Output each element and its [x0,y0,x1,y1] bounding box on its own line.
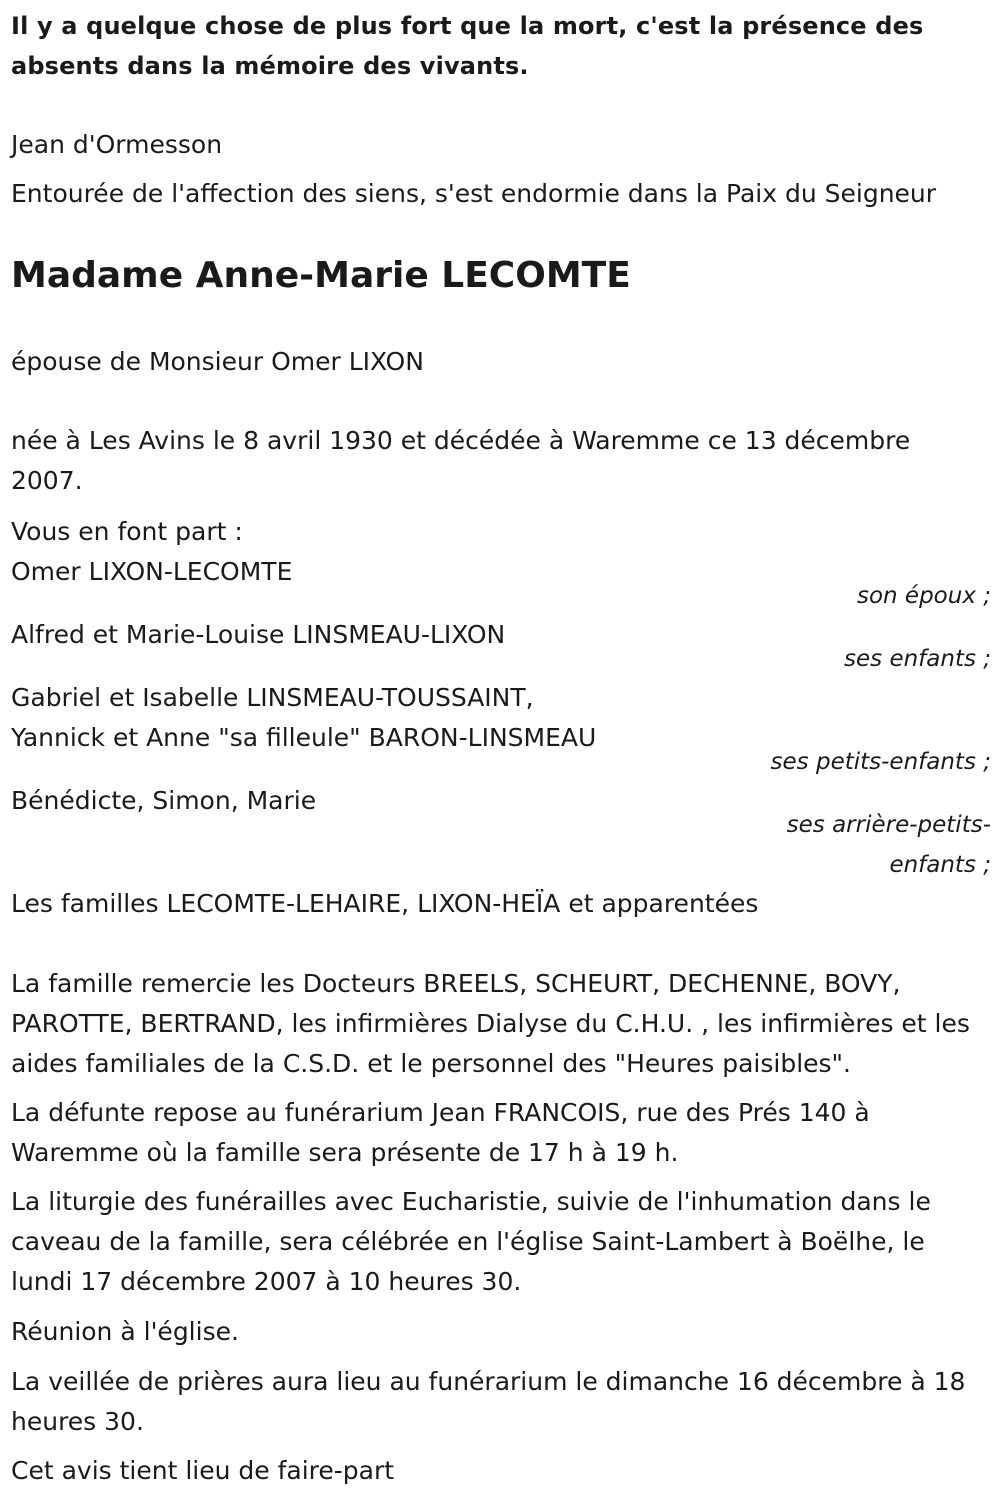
closing-line: Cet avis tient lieu de faire-part [11,1456,395,1485]
spouse-line: épouse de Monsieur Omer LIXON [11,347,424,376]
family-member-name: Yannick et Anne "sa filleule" BARON-LINSMEAU [11,723,597,752]
liturgy-paragraph: La liturgie des funérailles avec Eucharistie, suivie de l'inhumation dans le caveau de la famille, sera célébrée en l'église Saint-Lambert à Boëlhe, le lundi 17 décembre 2007 à 10 heures 30. [11,1187,931,1296]
deceased-name: Madame Anne-Marie LECOMTE [11,255,631,296]
family-member-name: Gabriel et Isabelle LINSMEAU-TOUSSAINT, [11,683,534,712]
family-member-name: Bénédicte, Simon, Marie [11,786,317,815]
intro-line: Entourée de l'affection des siens, s'est endormie dans la Paix du Seigneur [11,179,937,208]
birth-death-line: née à Les Avins le 8 avril 1930 et décédée à Waremme ce 13 décembre 2007. [11,426,911,495]
family-member-name: Omer LIXON-LECOMTE [11,557,293,586]
thanks-paragraph: La famille remercie les Docteurs BREELS, SCHEURT, DECHENNE, BOVY, PAROTTE, BERTRAND, les infirmières Dialyse du C.H.U. , les infirmières et les aides familiales de la C.S.D. et le personnel des "Heures paisibles". [11,969,970,1078]
epigraph-quote: Il y a quelque chose de plus fort que la mort, c'est la présence des absents dans la mémoire des vivants. [11,12,924,80]
family-role: ses arrière-petits-enfants ; [786,812,991,878]
repose-paragraph: La défunte repose au funérarium Jean FRANCOIS, rue des Prés 140 à Waremme où la famille sera présente de 17 h à 19 h. [11,1098,870,1167]
announce-label: Vous en font part : [11,517,243,546]
vigil-paragraph: La veillée de prières aura lieu au funérarium le dimanche 16 décembre à 18 heures 30. [11,1367,966,1436]
family-member-name: Alfred et Marie-Louise LINSMEAU-LIXON [11,620,506,649]
quote-author: Jean d'Ormesson [11,130,223,159]
meeting-line: Réunion à l'église. [11,1317,239,1346]
family-role: ses enfants ; [844,646,991,672]
family-role: ses petits-enfants ; [770,749,991,775]
families-line: Les familles LECOMTE-LEHAIRE, LIXON-HEÏA et apparentées [11,889,759,918]
family-role: son époux ; [856,583,991,609]
